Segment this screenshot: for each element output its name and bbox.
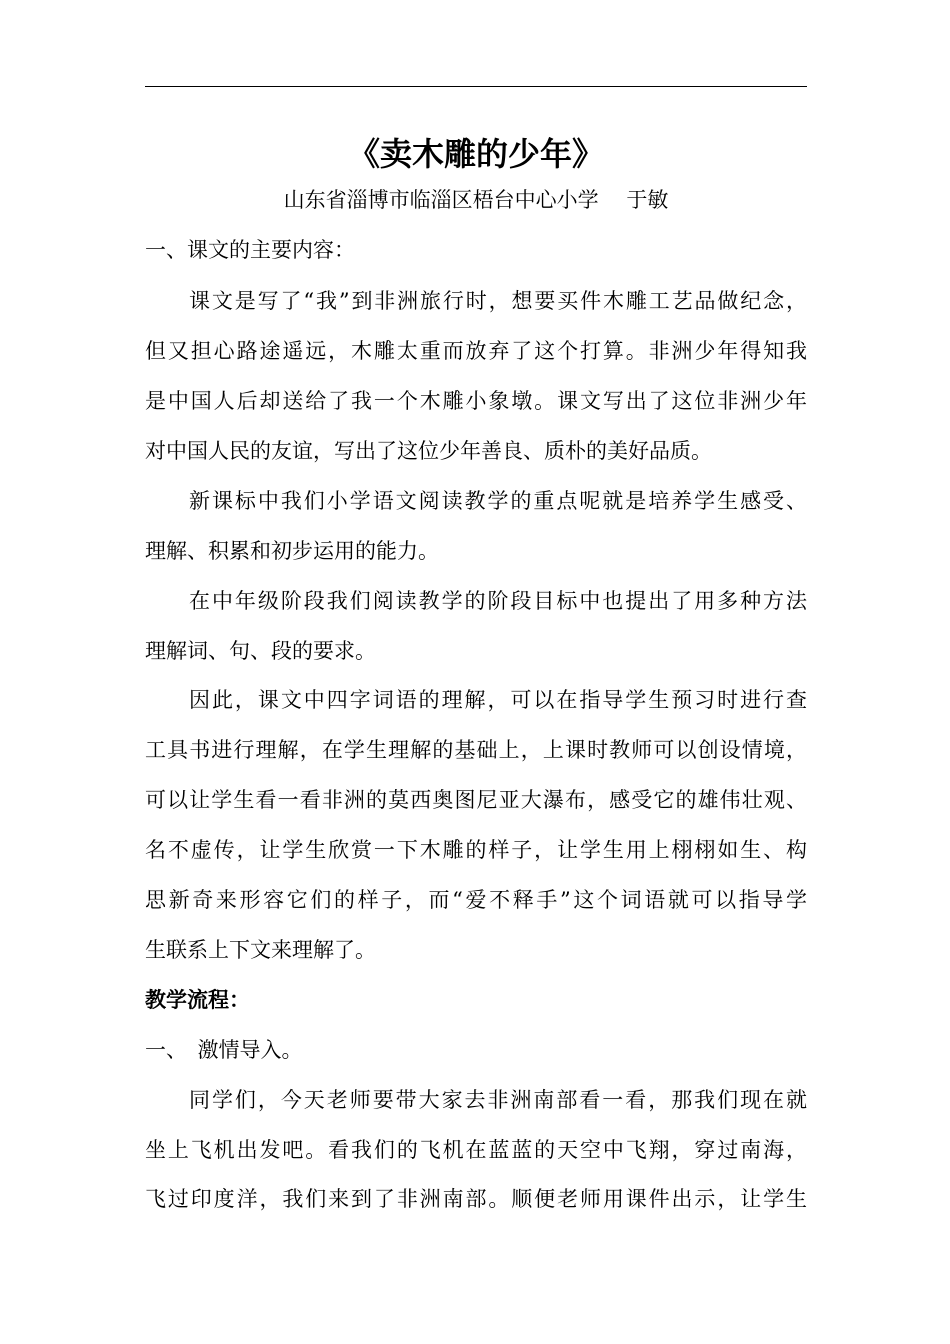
paragraph-line: 生联系上下文来理解了。 (145, 938, 376, 962)
paragraph-line: 名不虚传，让学生欣赏一下木雕的样子，让学生用上栩栩如生、构 (145, 838, 807, 862)
paragraph-line: 理解、积累和初步运用的能力。 (145, 539, 439, 563)
paragraph-line: 课文是写了“我”到非洲旅行时，想要买件木雕工艺品做纪念， (189, 289, 807, 313)
document-title: 《卖木雕的少年》 (347, 135, 604, 173)
paragraph-line: 在中年级阶段我们阅读教学的阶段目标中也提出了用多种方法 (189, 589, 807, 613)
paragraph-line: 同学们，今天老师要带大家去非洲南部看一看，那我们现在就 (189, 1088, 807, 1112)
paragraph-line: 坐上飞机出发吧。看我们的飞机在蓝蓝的天空中飞翔，穿过南海， (145, 1138, 807, 1162)
paragraph-line: 因此，课文中四字词语的理解，可以在指导学生预习时进行查 (189, 688, 807, 712)
paragraph-line: 思新奇来形容它们的样子，而“爱不释手”这个词语就可以指导学 (145, 888, 807, 912)
paragraph-line: 对中国人民的友谊，写出了这位少年善良、质朴的美好品质。 (145, 439, 712, 463)
process-heading: 教学流程： (145, 988, 250, 1012)
paragraph-line: 新课标中我们小学语文阅读教学的重点呢就是培养学生感受、 (189, 489, 807, 513)
paragraph-line: 工具书进行理解，在学生理解的基础上，上课时教师可以创设情境， (145, 738, 807, 762)
paragraph-line: 理解词、句、段的要求。 (145, 639, 376, 663)
paragraph-line: 但又担心路途遥远，木雕太重而放弃了这个打算。非洲少年得知我 (145, 339, 807, 363)
paragraph-line: 是中国人后却送给了我一个木雕小象墩。课文写出了这位非洲少年 (145, 389, 807, 413)
section-heading: 一、课文的主要内容： (145, 238, 355, 262)
author-line: 山东省淄博市临淄区梧台中心小学 于敏 (283, 188, 669, 212)
paragraph-line: 可以让学生看一看非洲的莫西奥图尼亚大瀑布，感受它的雄伟壮观、 (145, 788, 807, 812)
header-rule (145, 86, 807, 87)
paragraph-line: 飞过印度洋，我们来到了非洲南部。顺便老师用课件出示，让学生 (145, 1187, 807, 1211)
step-heading: 一、 激情导入。 (145, 1038, 303, 1062)
